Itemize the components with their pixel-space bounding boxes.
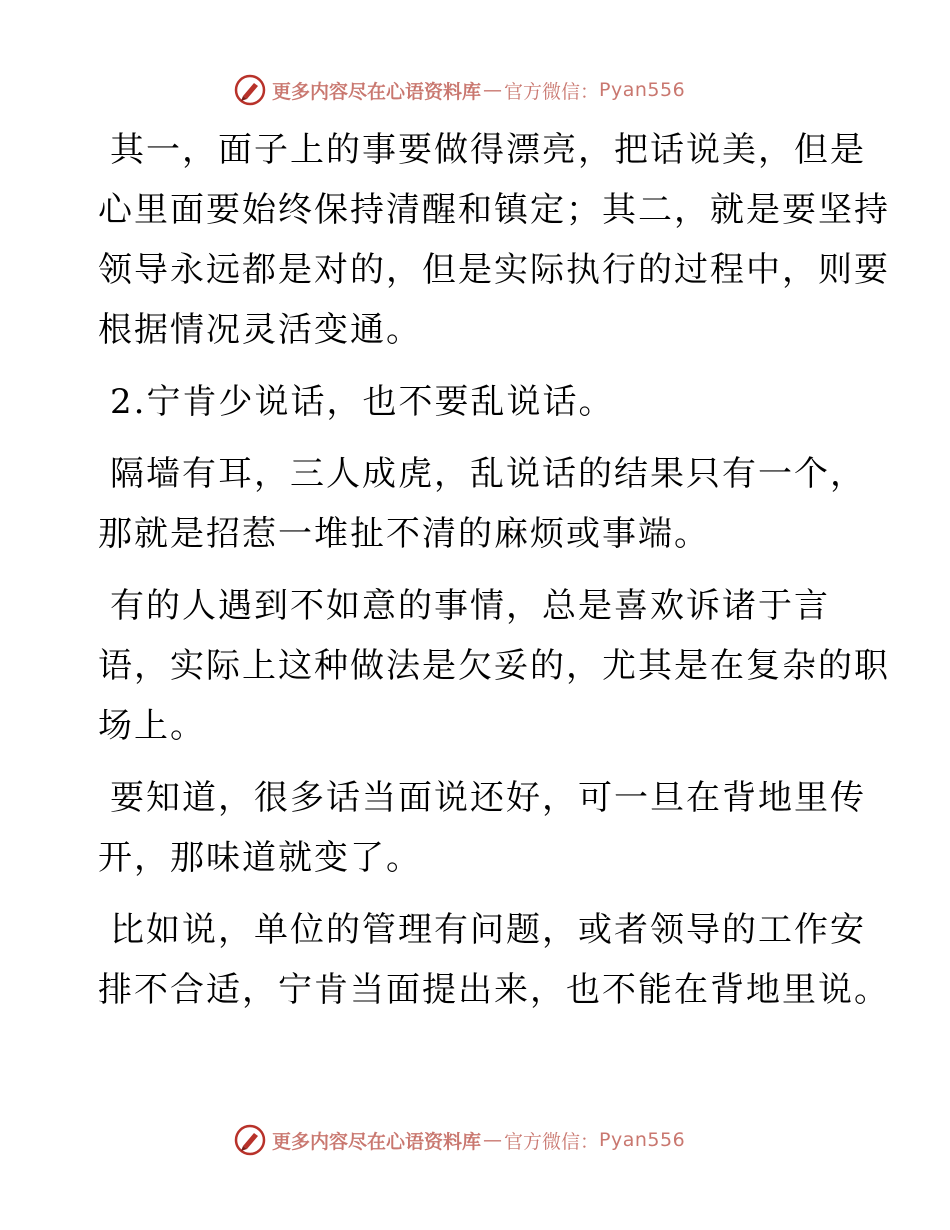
banner-wechat-label: 官方微信： [504, 1130, 600, 1153]
paragraph-line: 2.宁肯少说话，也不要乱说话。 [110, 382, 615, 422]
paragraph-line: 领导永远都是对的，但是实际执行的过程中，则要 [98, 250, 890, 290]
banner-wechat-id: Pyan556 [599, 1129, 686, 1151]
paragraph-3 [98, 444, 866, 564]
banner-brand-text: 更多内容尽在心语资料库 [272, 1130, 482, 1153]
banner-dash: — [483, 79, 503, 101]
paragraph-line: 场上。 [98, 706, 206, 746]
pen-logo-icon [234, 74, 266, 106]
paragraph-5 [98, 768, 866, 888]
paragraph-line: 开，那味道就变了。 [98, 838, 422, 878]
paragraph-line: 其一，面子上的事要做得漂亮，把话说美，但是 [110, 130, 866, 170]
paragraph-6 [98, 900, 890, 1020]
banner-wechat-label: 官方微信： [504, 80, 600, 103]
banner-wechat-id: Pyan556 [599, 79, 686, 101]
paragraph-line: 心里面要始终保持清醒和镇定；其二，就是要坚持 [98, 190, 890, 230]
pen-logo-icon [234, 1124, 266, 1156]
paragraph-line: 隔墙有耳，三人成虎，乱说话的结果只有一个， [110, 454, 866, 494]
footer-banner [234, 1123, 685, 1157]
paragraph-4 [98, 576, 890, 756]
paragraph-2-heading [98, 372, 858, 432]
paragraph-line: 排不合适，宁肯当面提出来，也不能在背地里说。 [98, 970, 890, 1010]
header-banner [234, 73, 685, 107]
paragraph-line: 比如说，单位的管理有问题，或者领导的工作安 [110, 910, 866, 950]
paragraph-line: 语，实际上这种做法是欠妥的，尤其是在复杂的职 [98, 646, 890, 686]
document-body [98, 120, 890, 1032]
paragraph-line: 要知道，很多话当面说还好，可一旦在背地里传 [110, 778, 866, 818]
paragraph-line: 那就是招惹一堆扯不清的麻烦或事端。 [98, 514, 710, 554]
paragraph-line: 有的人遇到不如意的事情，总是喜欢诉诸于言 [110, 586, 830, 626]
paragraph-1 [98, 120, 890, 360]
banner-brand-text: 更多内容尽在心语资料库 [272, 80, 482, 103]
paragraph-line: 根据情况灵活变通。 [98, 310, 422, 350]
banner-dash: — [483, 1129, 503, 1151]
